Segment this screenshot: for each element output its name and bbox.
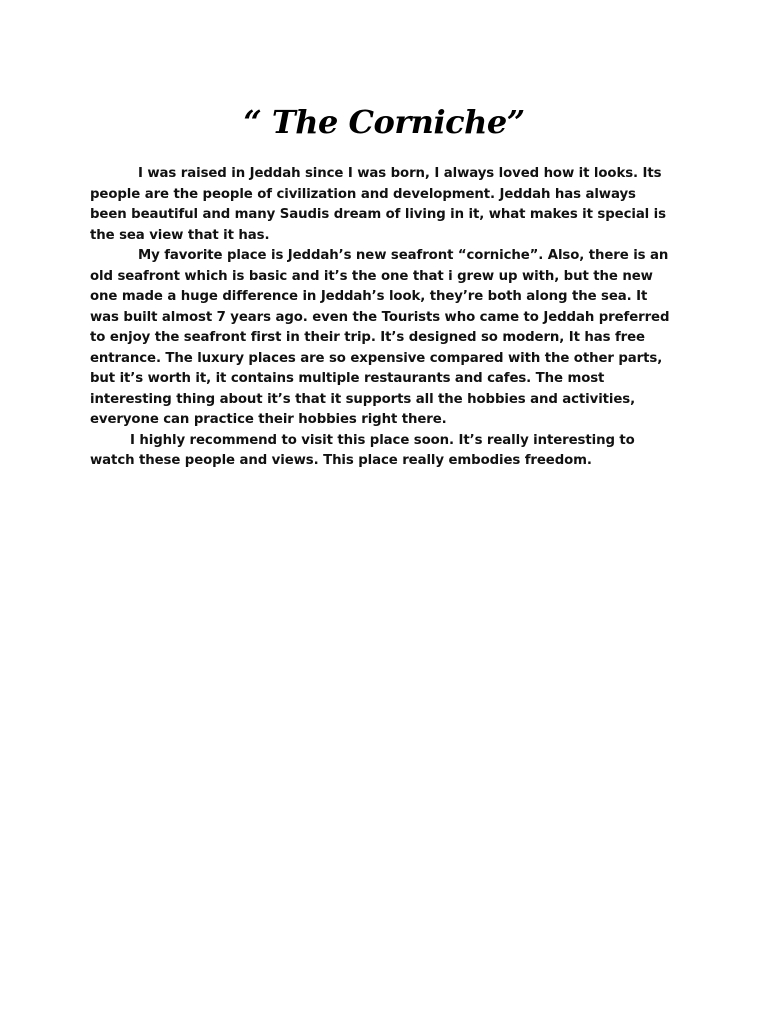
paragraph-1: I was raised in Jeddah since I was born, I always loved how it looks. Its people are the people of civilization and development. Jeddah has always been beautiful and many Saudis dream of living in it, what makes it special is the sea view that it has. (90, 166, 666, 243)
paragraph-2: My favorite place is Jeddah’s new seafront “corniche”. Also, there is an old seafront which is basic and it’s the one that i grew up with, but the new one made a huge difference in Jeddah’s look, they’re both along the sea. It was built almost 7 years ago. even the Tourists who came to Jeddah preferred to enjoy the seafront first in their trip. It’s designed so modern, It has free entrance. The luxury places are so expensive compared with the other parts, but it’s worth it, it contains multiple restaurants and cafes. The most interesting thing about it’s that it supports all the hobbies and activities, everyone can practice their hobbies right there. (90, 248, 670, 427)
document-body (90, 164, 676, 472)
paragraph-3: I highly recommend to visit this place soon. It’s really interesting to watch these people and views. This place really embodies freedom. (90, 432, 635, 468)
document-title: “ The Corniche” (243, 103, 525, 141)
